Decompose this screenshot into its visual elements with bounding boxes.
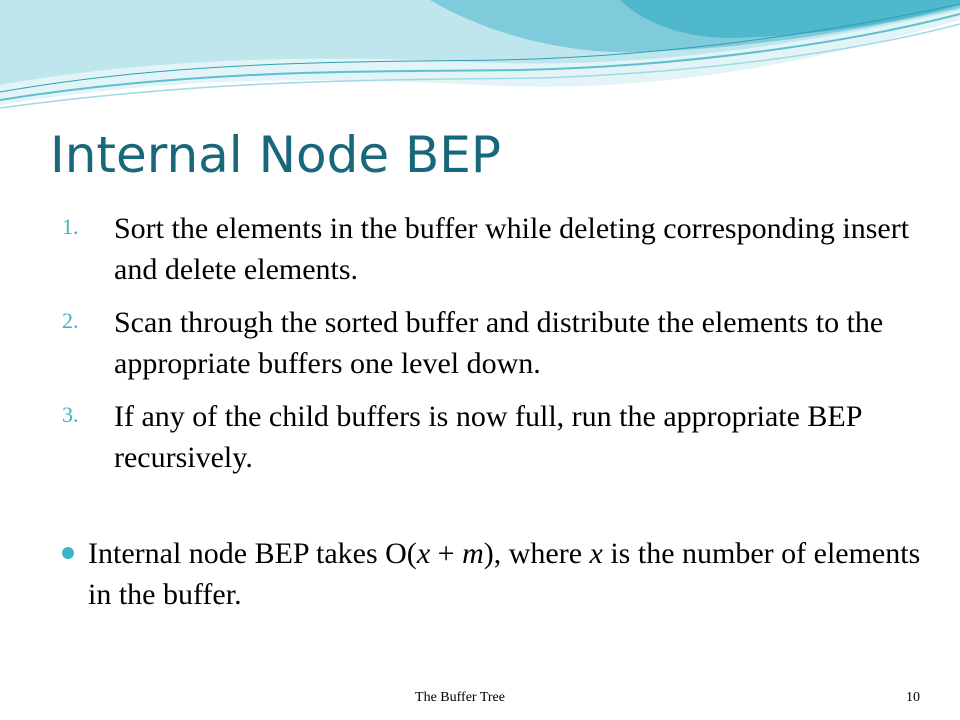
list-number: 3. bbox=[62, 402, 79, 427]
bullet-item bbox=[60, 533, 930, 615]
bullet-text-part: ), where bbox=[483, 537, 590, 570]
variable-x: x bbox=[589, 537, 603, 570]
bullet-dot-icon bbox=[62, 547, 74, 559]
bullet-text-part: is the number of elements in the buffer. bbox=[88, 537, 921, 611]
list-number: 2. bbox=[62, 308, 79, 333]
variable-x: x bbox=[416, 537, 431, 570]
page-number: 10 bbox=[906, 690, 920, 705]
footer-text: The Buffer Tree bbox=[415, 690, 505, 705]
bullet-text-part: + bbox=[430, 537, 463, 570]
list-item bbox=[62, 302, 932, 384]
list-item-text: If any of the child buffers is now full, run the appropriate BEP recursively. bbox=[114, 400, 862, 474]
list-item-text: Sort the elements in the buffer while deleting corresponding insert and delete elements. bbox=[114, 212, 910, 286]
slide-title: Internal Node BEP bbox=[50, 126, 502, 184]
header-wave-decoration bbox=[0, 0, 960, 130]
bullet-list bbox=[60, 533, 930, 615]
bullet-text bbox=[88, 537, 920, 611]
variable-m: m bbox=[462, 537, 484, 570]
list-number: 1. bbox=[62, 214, 79, 239]
numbered-list bbox=[62, 208, 932, 490]
bullet-text-part: Internal node BEP takes O( bbox=[88, 537, 417, 570]
list-item-text: Scan through the sorted buffer and distribute the elements to the appropriate buffers one level down. bbox=[114, 306, 884, 380]
list-item bbox=[62, 396, 932, 478]
list-item bbox=[62, 208, 932, 290]
